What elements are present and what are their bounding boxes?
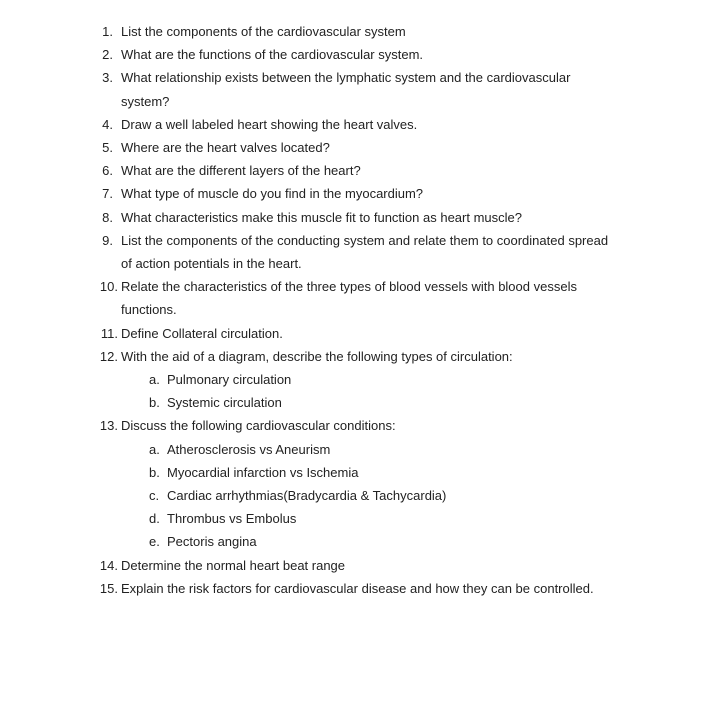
question-text: Explain the risk factors for cardiovascular disease and how they can be controlled.: [121, 580, 594, 596]
question-text: What characteristics make this muscle fit to function as heart muscle?: [121, 209, 522, 225]
sub-question-item: [121, 530, 614, 553]
question-number: 4.: [102, 116, 113, 132]
sub-question-letter: c.: [149, 488, 160, 504]
question-text: Discuss the following cardiovascular conditions:: [121, 418, 396, 434]
sub-question-letter: d.: [149, 511, 160, 527]
question-number: 12.: [99, 348, 118, 364]
sub-question-letter: b.: [149, 395, 160, 411]
question-number: 11.: [100, 325, 118, 341]
question-number: 1.: [102, 24, 113, 39]
question-item: [0, 345, 720, 415]
sub-question-list: [121, 438, 614, 554]
sub-question-text: Cardiac arrhythmias(Bradycardia & Tachycardia): [167, 488, 447, 504]
question-number: 3.: [102, 70, 113, 86]
question-text: What are the different layers of the heart?: [121, 163, 361, 179]
question-number: 8.: [102, 209, 113, 225]
question-text: Define Collateral circulation.: [121, 325, 283, 341]
sub-question-item: [121, 438, 614, 461]
question-text: Determine the normal heart beat range: [121, 557, 346, 573]
sub-question-letter: b.: [149, 464, 160, 480]
sub-question-letter: a.: [149, 441, 160, 457]
question-number: 14.: [99, 557, 118, 573]
question-item: [0, 322, 720, 345]
question-item: [0, 113, 720, 136]
sub-question-item: [121, 391, 614, 414]
question-text: What relationship exists between the lymphatic system and the cardiovascular system?: [121, 70, 571, 109]
question-item: [0, 275, 720, 321]
sub-question-list: [121, 368, 614, 414]
question-item: [0, 159, 720, 182]
question-item: [0, 43, 720, 66]
question-item: [0, 66, 720, 112]
question-text: With the aid of a diagram, describe the following types of circulation:: [121, 348, 513, 364]
question-number: 6.: [102, 163, 113, 179]
sub-question-text: Pectoris angina: [167, 534, 257, 550]
question-item: [0, 136, 720, 159]
question-item: [0, 414, 720, 553]
question-text: List the components of the conducting system and relate them to coordinated spread of action potentials in the heart.: [121, 232, 609, 272]
sub-question-text: Myocardial infarction vs Ischemia: [167, 464, 359, 480]
question-item: [0, 20, 720, 43]
question-text: Relate the characteristics of the three types of blood vessels with blood vessels functions.: [121, 279, 577, 318]
sub-question-item: [121, 461, 614, 484]
question-number: 5.: [102, 140, 113, 156]
sub-question-item: [121, 484, 614, 507]
question-item: [0, 554, 720, 577]
question-item: [0, 577, 720, 600]
question-text: Where are the heart valves located?: [121, 140, 330, 156]
question-list: [0, 20, 720, 600]
question-text: What are the functions of the cardiovascular system.: [121, 47, 424, 63]
sub-question-item: [121, 507, 614, 530]
question-number: 15.: [99, 580, 118, 596]
question-number: 9.: [102, 232, 113, 248]
sub-question-text: Pulmonary circulation: [167, 372, 292, 388]
sub-question-item: [121, 368, 614, 391]
question-number: 7.: [102, 186, 113, 202]
sub-question-letter: a.: [149, 372, 160, 388]
sub-question-letter: e.: [149, 534, 160, 550]
question-number: 10.: [99, 279, 118, 295]
sub-question-text: Systemic circulation: [167, 395, 282, 411]
question-item: [0, 206, 720, 229]
question-text: Draw a well labeled heart showing the heart valves.: [121, 116, 418, 132]
question-text: What type of muscle do you find in the myocardium?: [121, 186, 424, 202]
sub-question-text: Thrombus vs Embolus: [167, 511, 297, 527]
question-item: [0, 229, 720, 275]
question-text: List the components of the cardiovascular system: [121, 24, 406, 39]
sub-question-text: Atherosclerosis vs Aneurism: [167, 441, 331, 457]
question-number: 13.: [99, 418, 118, 434]
question-item: [0, 182, 720, 205]
question-number: 2.: [102, 47, 113, 63]
